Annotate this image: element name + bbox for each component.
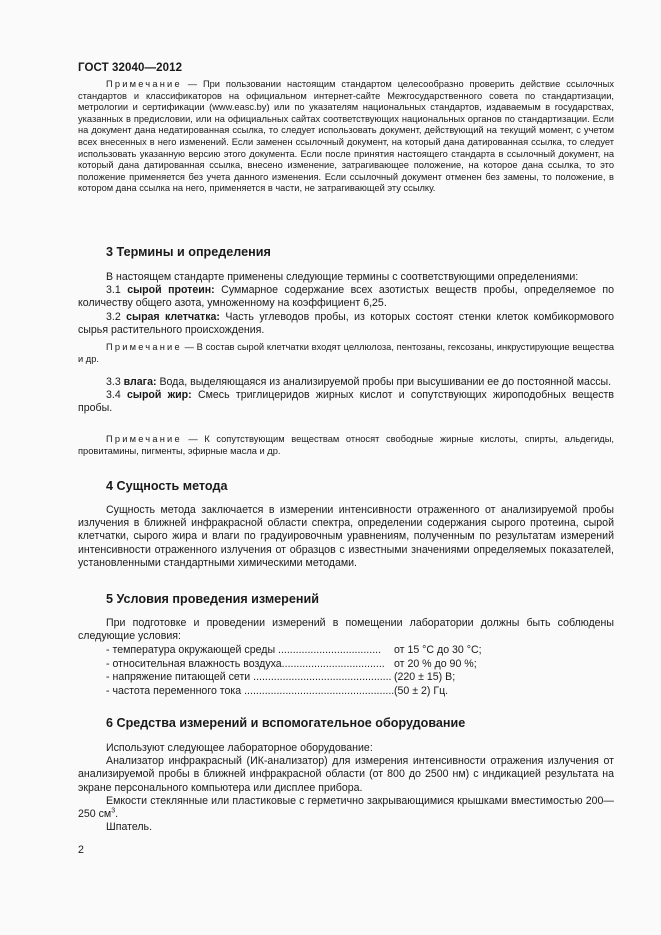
condition-label: - частота переменного тока ................................................... [106, 684, 395, 697]
term-3-4 [78, 389, 614, 415]
term-name: сырая клетчатка: [126, 310, 220, 323]
condition-value: (220 ± 15) В; [394, 671, 456, 684]
section-6-p4: Шпатель. [106, 821, 153, 834]
condition-value: от 20 % до 90 %; [394, 657, 477, 670]
term-3-2 [78, 311, 614, 337]
condition-label: - относительная влажность воздуха................................... [106, 657, 385, 670]
section-3-intro: В настоящем стандарте применены следующие термины с соответствующими определениями: [106, 271, 579, 283]
condition-label: - температура окружающей среды ................................... [106, 644, 382, 656]
conditions-list [106, 644, 482, 698]
term-definition: Смесь триглицеридов жирных кислот и сопутствующих жироподобных веществ пробы. [78, 389, 614, 415]
note-fiber-text [78, 342, 614, 365]
term-definition: Суммарное содержание всех азотистых веществ пробы, определяемое по количеству общего азота, умноженному на коэффициент 6,25. [78, 284, 615, 310]
term-definition: Вода, выделяющаяся из анализируемой пробы при высушивании ее до постоянной массы. [156, 376, 612, 388]
page-number: 2 [78, 844, 84, 856]
section-6-p3-text: Емкости стеклянные или пластиковые с герметично закрывающимися крышками вместимостью 200—250 см [78, 794, 614, 821]
note-references [78, 79, 614, 195]
section-6-p1: Используют следующее лабораторное оборудование: [106, 742, 373, 754]
page-header: ГОСТ 32040—2012 [78, 62, 183, 74]
section-3-body [78, 271, 614, 337]
condition-label: - напряжение питающей сети ............................................... [106, 671, 392, 684]
note-fat-text [78, 434, 614, 457]
condition-value: от 15 °C до 30 °C; [394, 644, 482, 656]
note-references-text [78, 79, 614, 195]
section-6-body [78, 742, 614, 834]
term-definition: Часть углеводов пробы, из которых состоят стенки клеток комбикормового сырья растительного происхождения. [78, 310, 614, 336]
note-label: Примечание [106, 79, 182, 89]
term-number: 3.1 [106, 284, 128, 297]
condition-row [106, 671, 482, 685]
condition-row [106, 685, 482, 699]
condition-row [106, 658, 482, 672]
section-6-p3 [78, 795, 614, 821]
note-fiber [78, 342, 614, 365]
section-5-body [78, 617, 614, 643]
note-body: — К сопутствующим веществам относят свободные жирные кислоты, спирты, альдегиды, провитамины, пигменты, эфирные масла и др. [78, 434, 614, 456]
term-3-3 [78, 376, 614, 389]
note-body: — При пользовании настоящим стандартом целесообразно проверить действие ссылочных стандартов и классификаторов на официальном интернет-сайте Межгосударственного совета по стандартизации, метрологии и сертификации (www.easc.by) или по указателям национальных стандартов, издаваемым в государствах, указанных в предисловии, или на официальных сайтах соответствующих национальных органов по стандартизации. Если на документ дана недатированная ссылка, то следует использовать документ, действующий на текущий момент, с учетом всех внесенных в него изменений. Если заменен ссылочный документ, на который дана датированная ссылка, то следует использовать указанную версию этого документа. Если после принятия настоящего стандарта в ссылочный документ, на который дана датированная ссылка, внесено изменение, затрагивающее положение, на которое дана ссылка, то это положение применяется без учета данного изменения. Если ссылочный документ отменен без замены, то положение, в котором дана ссылка на него, применяется в части, не затрагивающей эту ссылку. [78, 79, 614, 194]
term-3-1 [78, 284, 614, 310]
section-5-intro: При подготовке и проведении измерений в помещении лаборатории должны быть соблюдены следующие условия: [78, 617, 614, 643]
section-6-title: 6 Средства измерений и вспомогательное оборудование [106, 716, 466, 730]
term-number: 3.3 [106, 376, 124, 388]
term-name: влага: [123, 376, 157, 388]
note-body: — В состав сырой клетчатки входят целлюлоза, пентозаны, гексозаны, инкрустирующие вещества и др. [78, 342, 614, 364]
term-number: 3.2 [106, 310, 127, 323]
section-6-p2: Анализатор инфракрасный (ИК-анализатор) для измерения интенсивности отражения излучения от анализируемой пробы в ближней инфракрасной области (от 800 до 2500 нм) с индикацией результата на экране персонального компьютера или дисплее прибора. [78, 755, 614, 794]
section-6-p3-end: . [115, 808, 119, 821]
superscript: 3 [111, 807, 116, 815]
term-name: сырой жир: [127, 389, 192, 402]
condition-row [106, 644, 482, 658]
section-5-title: 5 Условия проведения измерений [106, 592, 319, 606]
condition-value: (50 ± 2) Гц. [394, 684, 449, 697]
section-3-title: 3 Термины и определения [106, 245, 271, 259]
section-4-body [78, 504, 614, 570]
note-label: Примечание [106, 342, 182, 352]
term-number: 3.4 [106, 389, 127, 402]
section-3-body-2 [78, 376, 614, 416]
note-label: Примечание [106, 434, 182, 444]
section-4-text: Сущность метода заключается в измерении интенсивности отраженного от анализируемой пробы излучения в ближней инфракрасной области спектра, определении содержания сырого протеина, сырой клетчатки, сырого жира и влаги по градуировочным уравнениям, полученным по результатам измерений интенсивности отраженного излучения от образцов с известными значениями определяемых показателей, установленными стандартными химическими методами. [78, 504, 614, 569]
note-fat [78, 434, 614, 457]
term-name: сырой протеин: [127, 284, 215, 297]
section-4-title: 4 Сущность метода [106, 479, 228, 493]
